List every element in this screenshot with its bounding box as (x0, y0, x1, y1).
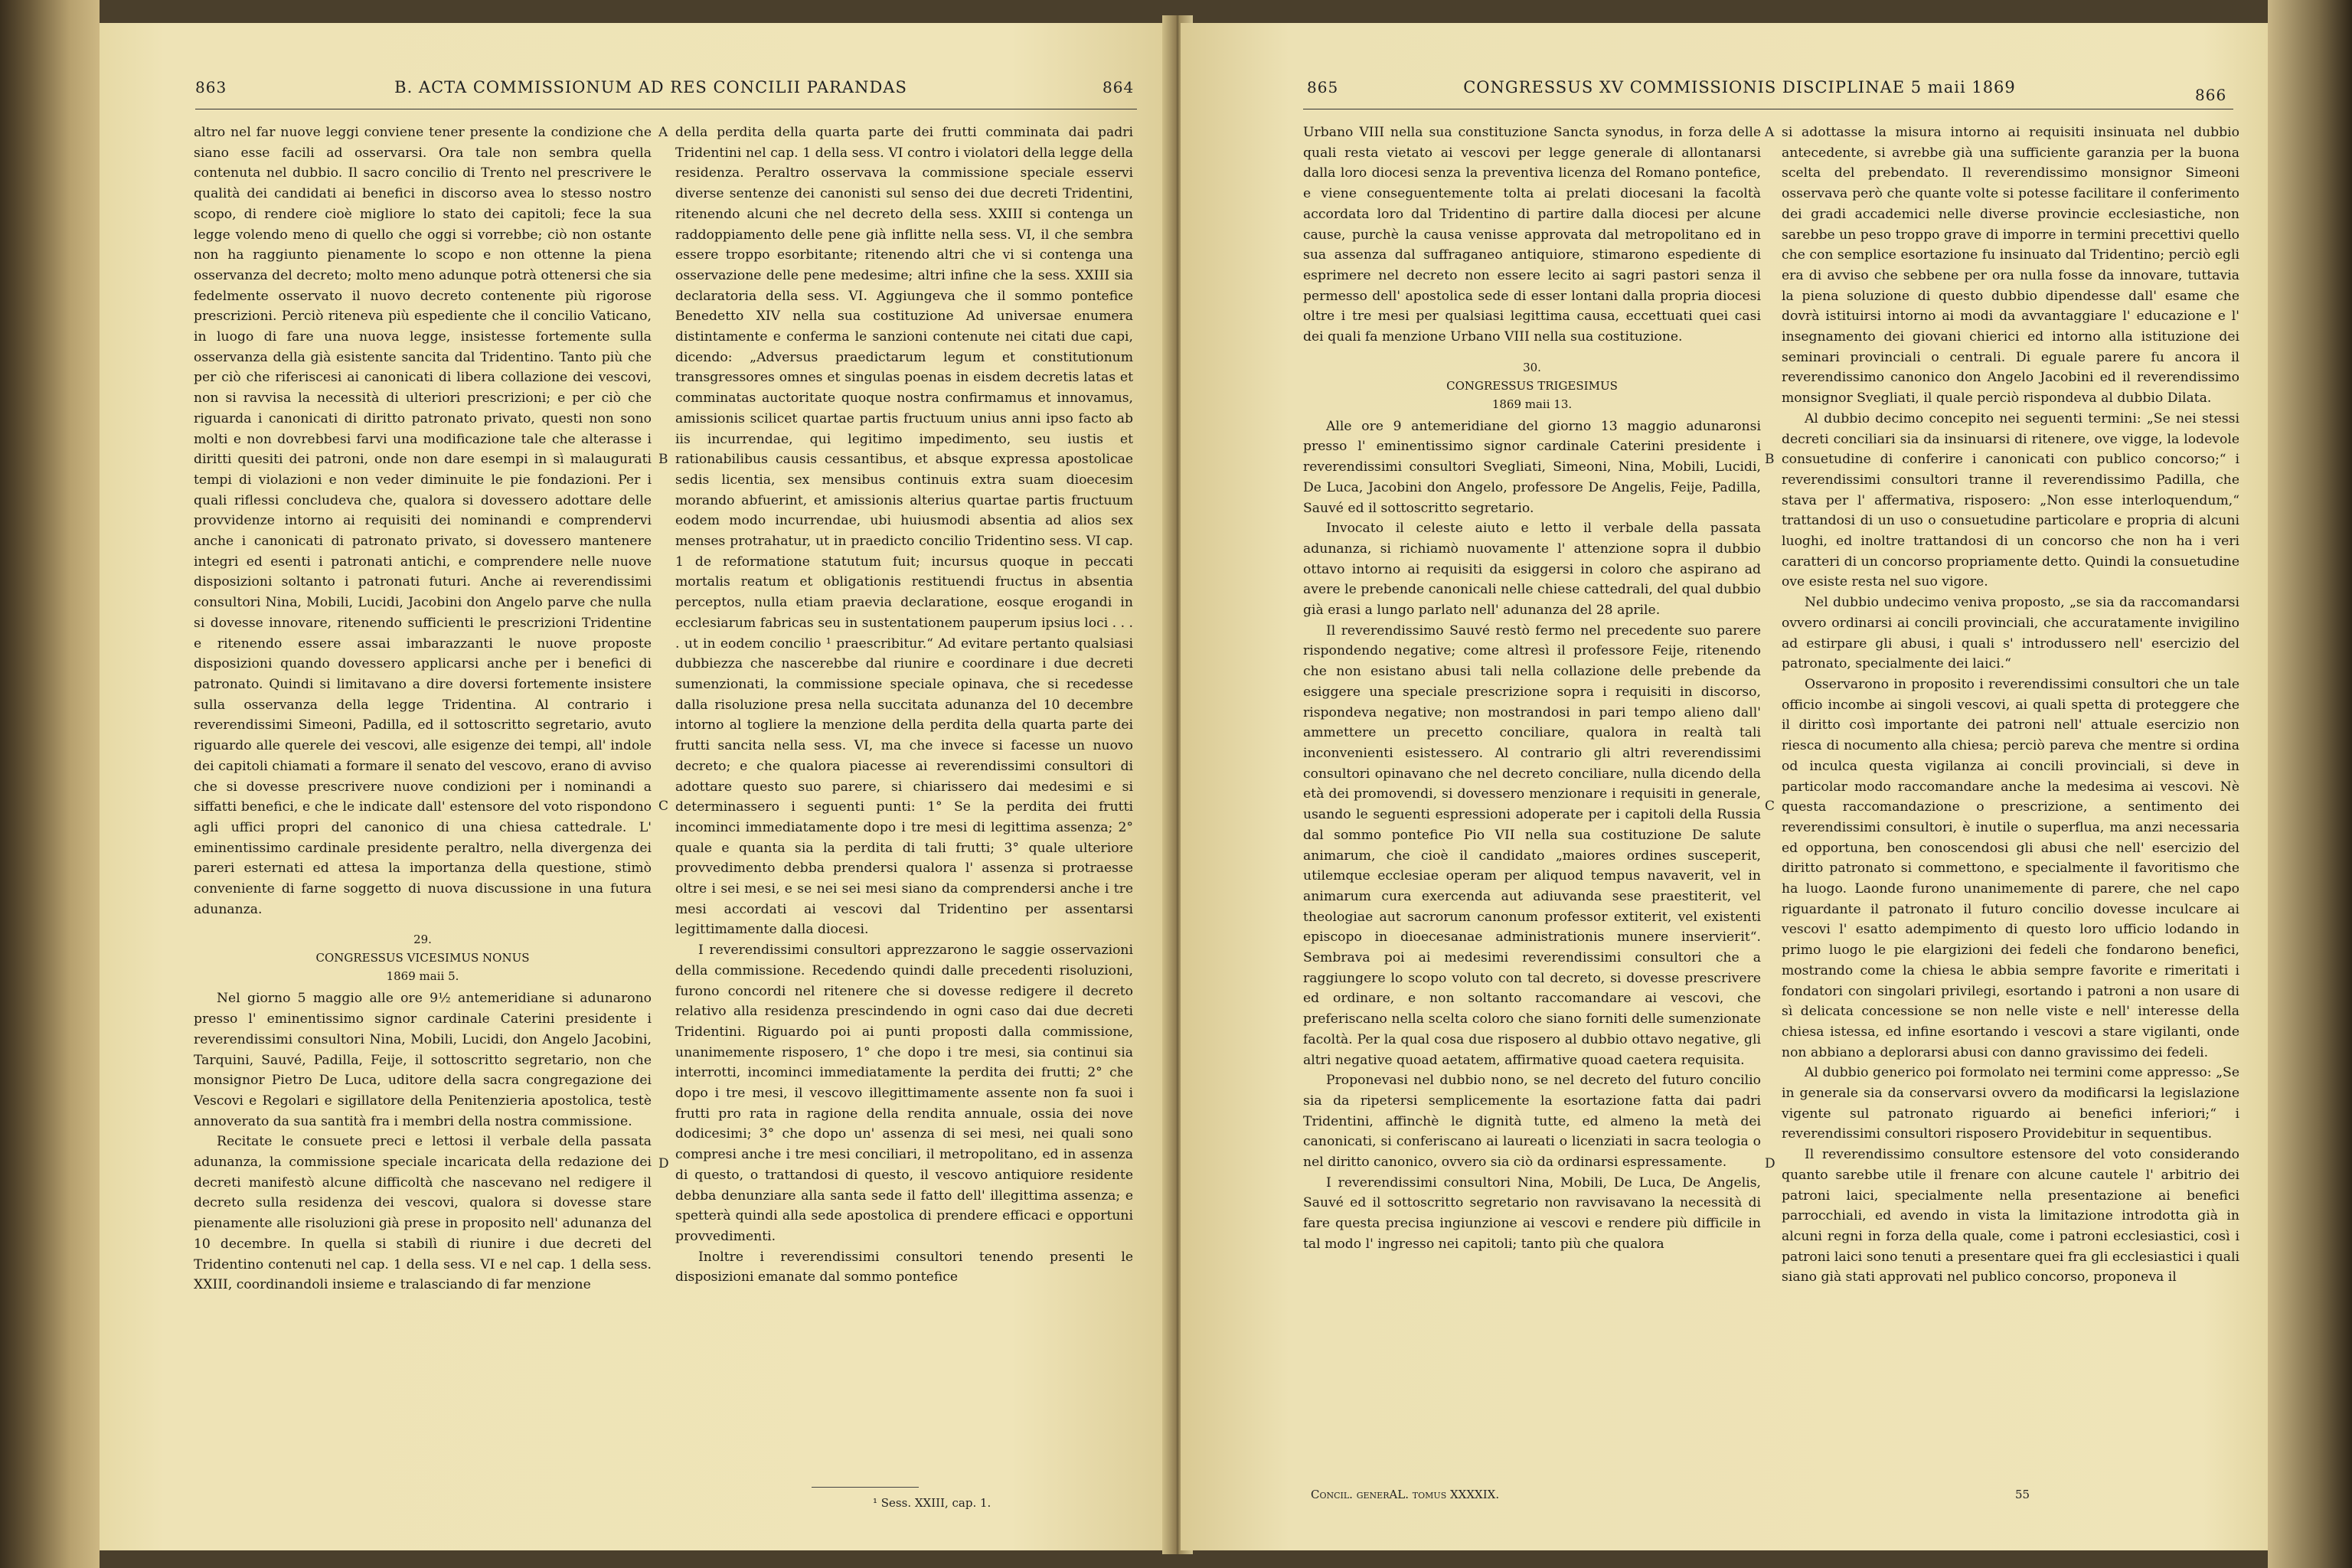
section-date: 1869 maii 13. (1491, 397, 1573, 411)
paragraph: Nel giorno 5 maggio alle ore 9½ antemeridiane si adunarono presso l' eminentissimo signor cardinale Caterini presidente i reverendissimi consultori Nina, Mobili, Lucidi, don Angelo Jacobini, Tarquini, Sauvé, Padilla, Feije, il sottoscritto segretario, non che monsignor Pietro De Luca, uditore della sacra congregazione dei Vescovi e Regolari e sigillatore della Penitenzieria apostolica, testè annoverato da sua santità fra i membri della nostra commissione. (194, 991, 652, 1129)
paragraph: Al dubbio generico poi formolato nei termini come appresso: „Se in generale sia da conservarsi ovvero da modificarsi la legislazione vigente sul patronato riguardo ai benefici inferiori;“ i reverendissimi consultori risposero Providebitur in sequentibus. (1782, 1065, 2239, 1142)
paragraph: si adottasse la misura intorno ai requisiti insinuata nel dubbio antecedente, si avrebbe già una sufficiente garanzia per la buona scelta del prebendato. Il reverendissimo monsignor Simeoni osservava però che quante volte si potesse facilitare il conferimento dei gradi accademici nelle diverse provincie ecclesiastiche, non sarebbe un peso troppo grave di imporre in termini precettivi quello che con semplice esortazione fu insinuato dal Tridentino; perciò egli era di avviso che sebbene per ora nulla fosse da innovare, tuttavia la piena soluzione di questo dubbio dipendesse dall' esame che dovrà istituirsi intorno ai modi da avvantaggiare l' educazione e l' insegnamento dei giovani chierici ed intorno alla istituzione dei seminari provinciali o centrali. Di eguale parere fu ancora il reverendissimo canonico don Angelo Jacobini ed il reverendissimo monsignor Svegliati, il quale perciò rispondeva al dubbio Dilata. (1782, 125, 2239, 407)
section-heading-29 (194, 930, 652, 985)
section-number: 30. (1523, 360, 1541, 374)
margin-letter-a: A (1765, 125, 1775, 140)
paragraph: Il reverendissimo consultore estensore del voto considerando quanto sarebbe utile il frenare con alcune cautele l' arbitrio dei patroni laici, specialmente nella presentazione ai benefici parrocchiali, ed avendo in vista la limitazione introdotta già in alcuni regni in forza della quale, come i patroni ecclesiastici, così i patroni laici sono tenuti a presentare quei fra gli ecclesiastici i quali siano già stati approvati nel publico concorso, proponeva il (1782, 1147, 2239, 1285)
section-title: CONGRESSUS TRIGESIMUS (1446, 378, 1618, 393)
footnote-rule (812, 1487, 919, 1488)
paragraph: Il reverendissimo Sauvé restò fermo nel precedente suo parere rispondendo negative; come altresì il professore Feije, ritenendo che non esistano abusi tali nella collazione delle prebende da esiggere una speciale prescrizione sopra i requisiti in discorso, rispondeva negative; non mostrandosi in pari tempo alieno dall' ammettere un precetto conciliare, qualora in realtà tali inconvenienti esistessero. Al contrario gli altri reverendissimi consultori opinavano che nel decreto conciliare, nulla dicendo della età dei promovendi, si dovessero menzionare i requisiti in generale, usando le seguenti espressioni adoperate per i capitoli della Russia dal sommo pontefice Pio VII nella sua costituzione De salute animarum, che cioè il candidato „maiores ordines susceperit, utilemque ecclesiae operam per aliquod tempus navaverit, vel in animarum cura exercenda aut adiuvanda sese praestiterit, vel theologiae aut sacrorum canonum professor extiterit, vel existenti episcopo in dioecesanae administrationis munere inservierit“. Sembrava poi ai medesimi reverendissimi consultori che a raggiungere lo scopo voluto con tal decreto, si dovesse prescrivere ed ordinare, e non soltanto raccomandare ai vescovi, che preferiscano nella scelta coloro che siano forniti delle sumenzionate facoltà. Per la qual cosa due risposero al dubbio ottavo negative, gli altri negative quoad aetatem, affirmative quoad caetera requisita. (1303, 622, 1761, 1068)
page-number-866: 866 (2195, 86, 2227, 104)
signature-number: 55 (2015, 1488, 2030, 1501)
book-edge-right (2268, 0, 2352, 1568)
left-page-column-2 (675, 122, 1133, 1288)
section-date: 1869 maii 5. (386, 969, 459, 984)
paragraph: Osservarono in proposito i reverendissimi consultori che un tale officio incombe ai singoli vescovi, ai quali spetta di proteggere che il diritto così importante dei patroni nell' attuale esercizio non riesca di nocumento alla chiesa; perciò pareva che mentre si ordina od inculca questa vigilanza ai concili provinciali, si deve in particolar modo raccomandare anche la medesima ai vescovi. Nè questa raccomandazione o prescrizione, a sentimento dei reverendissimi consultori, è inutile o superflua, ma anzi necessaria ed opportuna, ben conoscendosi gli abusi che nell' esercizio del diritto patronato si commettono, e specialmente il favoritismo che ha luogo. Laonde furono unanimemente di parere, che nel capo riguardante il patronato il futuro concilio dovesse inculcare ai vescovi l' esatto adempimento di questo loro ufficio lodando in primo luogo le pie elargizioni dei fedeli che fondarono benefici, mostrando come la chiesa le abbia sempre favorite e rimeritati i fondatori con singolari privilegi, esortando i patroni a non usare di sì delicata concessione se non nelle viste e nell' interesse della chiesa istessa, ed infine esortando i vescovi a stare vigilanti, onde non abbiano a deplorarsi abusi con danno gravissimo dei fedeli. (1782, 676, 2239, 1060)
paragraph: altro nel far nuove leggi conviene tener presente la condizione che siano esse facili ad osservarsi. Ora tale non sembra quella contenuta nel dubbio. Il sacro concilio di Trento nel prescrivere le qualità dei candidati ai benefici in discorso avea lo stesso nostro scopo, di rendere cioè migliore lo stato dei capitoli; fece la sua legge volendo meno di quello che oggi si vorrebbe; ciò non ostante non ha raggiunto pienamente lo scopo e non ottenne la piena osservanza del decreto; molto meno adunque potrà ottenersi che sia fedelmente osservato il nuovo decreto contenente più rigorose prescrizioni. Perciò riteneva più espediente che il concilio Vaticano, in luogo di fare una nuova legge, insistesse fortemente sulla osservanza della già esistente sancita dal Tridentino. Tanto più che per ciò che riferiscesi ai canonicati di libera collazione dei vescovi, non si ravvisa la necessità di ulteriori prescrizioni; e per ciò che riguarda i canonicati di diritto patronato privato, questi non sono molti e non dovrebbesi farvi una modificazione tale che alterasse i diritti quesiti dei patroni, onde non dare esempi in sì malaugurati tempi di violazioni e non veder diminuite le pie fondazioni. Per i quali riflessi concludeva che, qualora si dovessero adottare delle provvidenze intorno ai requisiti dei nominandi e comprendervi anche i canonicati di patronato privato, si dovessero mantenere integri ed esenti i patronati antichi, e comprendere nelle nuove disposizioni soltanto i patronati futuri. Anche ai reverendissimi consultori Nina, Mobili, Lucidi, Jacobini don Angelo parve che nulla si dovesse innovare, ritenendo sufficienti le prescrizioni Tridentine e ritenendo essere assai imbarazzanti le nuove proposte disposizioni quando dovessero applicarsi anche per i benefici di patronato. Quindi si limitavano a dire doversi fortemente insistere sulla osservanza della legge Tridentina. Al contrario i reverendissimi Simeoni, Padilla, ed il sottoscritto segretario, avuto riguardo alle querele dei vescovi, alle esigenze dei tempi, all' indole dei capitoli chiamati a formare il senato del vescovo, erano di avviso che si dovesse prescrivere nuove condizioni per i nominandi a siffatti benefici, e che le indicate dall' estensore del voto rispondono agli uffici propri del canonico di una chiesa cattedrale. L' eminentissimo cardinale presidente peraltro, nella divergenza dei pareri esternati ed attesa la importanza della questione, stimò conveniente di farne soggetto di nuova discussione in una futura adunanza. (194, 125, 652, 917)
paragraph: Nel dubbio undecimo veniva proposto, „se sia da raccomandarsi ovvero ordinarsi ai concili provinciali, che accuratamente invigilino ad estirpare gli abusi, i quali s' introdussero nell' esercizio del patronato, specialmente dei laici.“ (1782, 595, 2239, 672)
paragraph: Urbano VIII nella sua constituzione Sancta synodus, in forza delle quali resta vietato ai vescovi per legge generale di allontanarsi dalla loro diocesi senza la preventiva licenza del Romano pontefice, e viene conseguentemente tolta ai prelati diocesani la facoltà accordata loro dal Tridentino di partire dalla diocesi per alcune cause, purchè la causa venisse approvata dal metropolitano ed in sua assenza dal suffraganeo antiquiore, stimarono espediente di esprimere nel decreto non essere lecito ai sagri pastori senza il permesso dell' apostolica sede di esser lontani dalla propria diocesi oltre i tre mesi per qualsiasi legittima causa, eccettuati quei casi dei quali fa menzione Urbano VIII nella sua costituzione. (1303, 125, 1761, 345)
section-title: CONGRESSUS VICESIMUS NONUS (315, 951, 530, 965)
paragraph: Invocato il celeste aiuto e letto il verbale della passata adunanza, si richiamò nuovamente l' attenzione sopra il dubbio ottavo intorno ai requisiti da esiggersi in coloro che aspirano ad avere le prebende canonicali nelle chiese cattedrali, del qual dubbio già erasi a lungo parlato nell' adunanza del 28 aprile. (1303, 521, 1761, 619)
right-page (1181, 23, 2268, 1550)
book-edge-left (0, 0, 100, 1568)
running-title-left: B. ACTA COMMISSIONUM AD RES CONCILII PARANDAS (394, 78, 907, 96)
page-number-865: 865 (1307, 78, 1339, 96)
left-page (100, 23, 1171, 1550)
paragraph: I reverendissimi consultori apprezzarono le saggie osservazioni della commissione. Recedendo quindi dalle precedenti risoluzioni, furono concordi nel ritenere che si dovesse redigere il decreto relativo alla residenza prescindendo in ogni caso dai due decreti Tridentini. Riguardo poi ai punti proposti dalla commissione, unanimemente risposero, 1° che dopo i tre mesi, sia continui sia interrotti, incominci immediatamente la perdita dei frutti; 2° che dopo i tre mesi, il vescovo illegittimamente assente non fa suoi i frutti pro rata in ragione della rendita annuale, ossia dei nove dodicesimi; 3° che dopo un' assenza di sei mesi, nei quali sono compresi anche i tre mesi conciliari, il metropolitano, ed in assenza di questo, o trattandosi di questo, il vescovo antiquiore residente debba denunziare alla santa sede il fatto dell' illegittima assenza; e spetterà quindi alla sede apostolica di prendere efficaci e opportuni provvedimenti. (675, 942, 1133, 1244)
page-number-863: 863 (195, 78, 227, 96)
paragraph: Proponevasi nel dubbio nono, se nel decreto del futuro concilio sia da ripetersi semplicemente la esortazione fatta dai padri Tridentini, affinchè le dignità tutte, ed almeno la metà dei canonicati, si conferiscano ai laureati o licenziati in sacra teologia o nel diritto canonico, ovvero sia ciò da ordinarsi espressamente. (1303, 1073, 1761, 1171)
paragraph: Recitate le consuete preci e lettosi il verbale della passata adunanza, la commissione speciale incaricata della redazione dei decreti manifestò alcune difficoltà che nascevano nel redigere il decreto sulla residenza dei vescovi, qualora si dovesse stare pienamente alle risoluzioni già prese in proposito nell' adunanza del 10 decembre. In quella si stabilì di riunire i due decreti del Tridentino contenuti nel cap. 1 della sess. VI e nel cap. 1 della sess. XXIII, coordinandoli insieme e tralasciando di far menzione (194, 1134, 652, 1293)
left-page-column-1 (194, 122, 652, 1295)
right-page-column-2 (1782, 122, 2239, 1288)
margin-letter-a: A (658, 125, 668, 140)
margin-letter-b: B (658, 452, 668, 467)
paragraph: della perdita della quarta parte dei frutti comminata dai padri Tridentini nel cap. 1 della sess. VI contro i violatori della legge della residenza. Peraltro osservava la commissione speciale esservi diverse sentenze dei canonisti sul senso dei due decreti Tridentini, ritenendo alcuni che nel decreto della sess. XXIII si contenga un raddoppiamento delle pene già inflitte nella sess. VI, il che sembra essere troppo esorbitante; ritenendo altri che vi si contenga una osservazione delle pene medesime; altri infine che la sess. XXIII sia declaratoria della sess. VI. Aggiungeva che il sommo pontefice Benedetto XIV nella sua costituzione Ad universae enumera distintamente e conferma le sanzioni contenute nei citati due capi, dicendo: „Adversus praedictarum legum et constitutionum transgressores omnes et singulas poenas in eisdem decretis latas et comminatas auctoritate quoque nostra confirmamus et innovamus, amissionis scilicet quartae partis fructuum unius anni ipso facto ab iis incurrendae, qui legitimo impedimento, seu iustis et rationabilibus causis cessantibus, et absque expressa apostolicae sedis licentia, sex mensibus continuis extra suam dioecesim morando abfuerint, et amissionis alterius quartae partis fructuum eodem modo incurrendae, ubi huiusmodi absentia ad alios sex menses protrahatur, ut in praedicto concilio Tridentino sess. VI cap. 1 de reformatione statutum fuit; incursus quoque in peccati mortalis reatum et obligationis restituendi fructus in absentia perceptos, nulla etiam praevia declaratione, eosque erogandi in ecclesiarum fabricas seu in sustentationem pauperum ipsius loci . . . . ut in eodem concilio ¹ praescribitur.“ Ad evitare pertanto qualsiasi dubbiezza che nascerebbe dal riunire e coordinare i due decreti sumenzionati, la commissione speciale opinava, che si recedesse dalla risoluzione presa nella succitata adunanza del 10 decembre intorno al togliere la menzione della perdita della quarta parte dei frutti sancita nella sess. VI, ma che invece si facesse un nuovo decreto; e che qualora piacesse ai reverendissimi consultori di adottare questo suo parere, si chiarissero dai medesimi e si determinassero i seguenti punti: 1° Se la perdita dei frutti incominci immediatamente dopo i tre mesi di legittima assenza; 2° quale e quanta sia la perdita di tali frutti; 3° quale ulteriore provvedimento debba prendersi qualora l' assenza si protraesse oltre i sei mesi, e se nei sei mesi siano da comprendersi anche i tre mesi accordati ai vescovi dal Tridentino per assentarsi legittimamente dalla diocesi. (675, 125, 1133, 938)
paragraph: Inoltre i reverendissimi consultori tenendo presenti le disposizioni emanate dal sommo pontefice (675, 1249, 1133, 1285)
margin-letter-d: D (1765, 1156, 1775, 1171)
margin-letter-d: D (658, 1156, 669, 1171)
left-page-header (100, 78, 1171, 106)
page-number-864: 864 (1102, 78, 1135, 96)
right-page-header (1181, 78, 2268, 106)
section-number: 29. (413, 933, 432, 947)
section-heading-30 (1303, 358, 1761, 413)
margin-letter-c: C (1765, 799, 1775, 814)
footnote: ¹ Sess. XXIII, cap. 1. (873, 1496, 991, 1510)
paragraph: I reverendissimi consultori Nina, Mobili, De Luca, De Angelis, Sauvé ed il sottoscritto segretario non ravvisavano la necessità di fare questa precisa ingiunzione ai vescovi e rendere più difficile in tal modo l' ingresso nei capitoli; tanto più che qualora (1303, 1174, 1761, 1252)
volume-signature: Concil. generAL. tomus XXXXIX. (1311, 1488, 1500, 1501)
paragraph: Alle ore 9 antemeridiane del giorno 13 maggio adunaronsi presso l' eminentissimo signor cardinale Caterini presidente i reverendissimi consultori Svegliati, Simeoni, Nina, Mobili, Lucidi, De Luca, Jacobini don Angelo, professore De Angelis, Feije, Padilla, Sauvé ed il sottoscritto segretario. (1303, 418, 1761, 516)
margin-letter-b: B (1765, 452, 1775, 467)
margin-letter-c: C (658, 799, 669, 814)
right-page-column-1 (1303, 122, 1761, 1255)
running-title-right: CONGRESSUS XV COMMISSIONIS DISCIPLINAE 5 maii 1869 (1463, 78, 2016, 96)
paragraph: Al dubbio decimo concepito nei seguenti termini: „Se nei stessi decreti conciliari sia da insinuarsi di ritenere, ove vigge, la lodevole consuetudine di conferire i canonicati con publico concorso;“ i reverendissimi consultori tranne il reverendissimo Padilla, che stava per l' affermativa, risposero: „Non esse interloquendum,“ trattandosi di un uso o consuetudine particolare e propria di alcuni luoghi, ed inoltre trattandosi di un concorso che non ha i veri caratteri di un concorso propriamente detto. Quindi la consuetudine ove esiste resta nel suo vigore. (1782, 410, 2239, 590)
